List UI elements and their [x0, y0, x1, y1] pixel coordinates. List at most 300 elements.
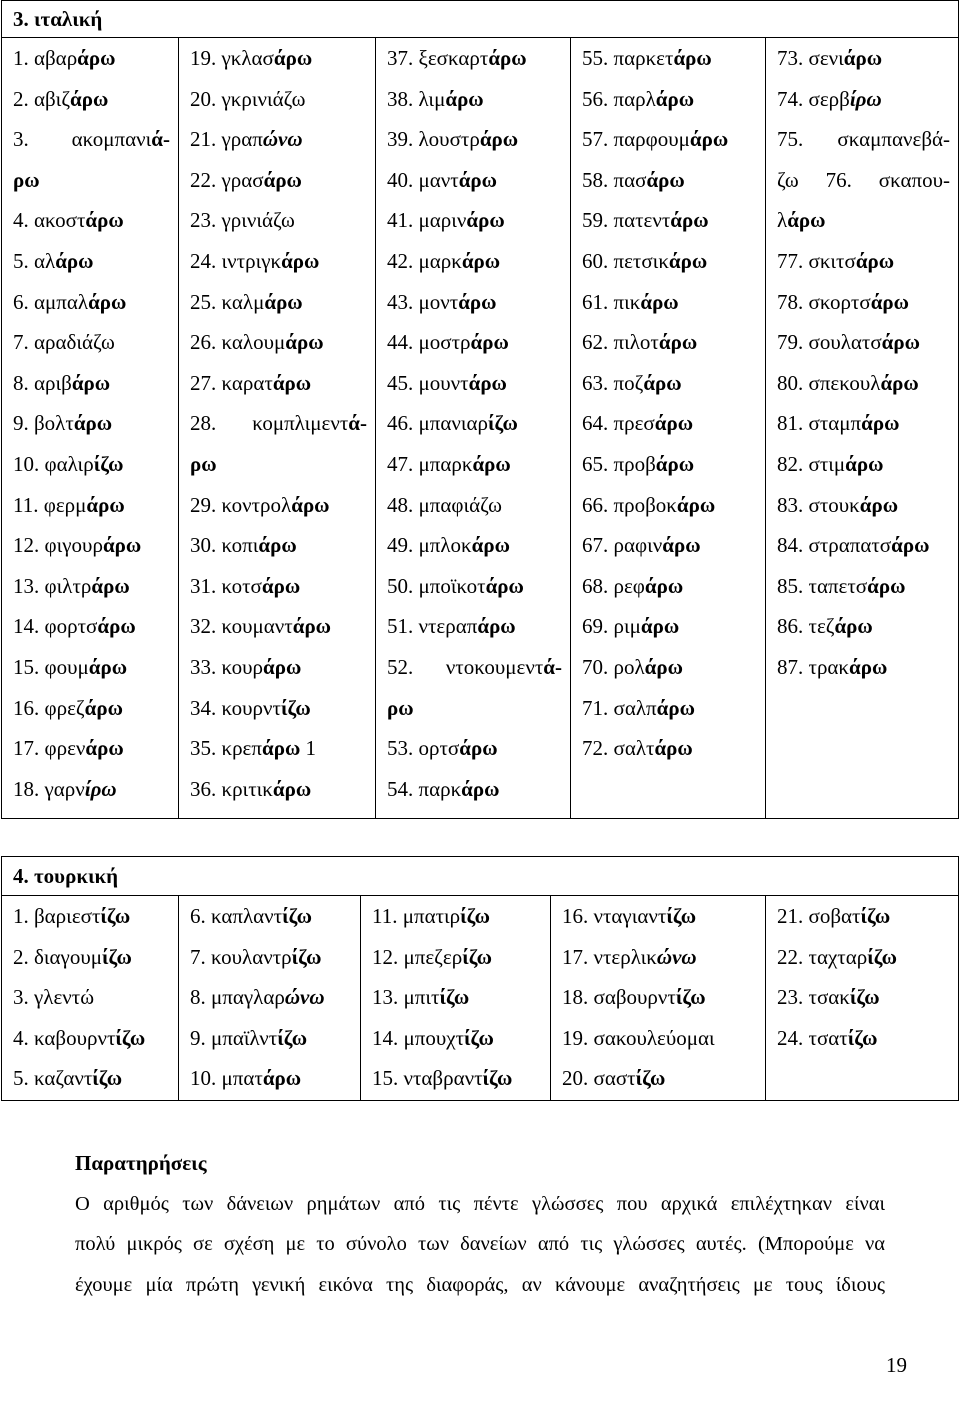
verb-entry [2, 896, 178, 937]
verb-entry [571, 38, 765, 79]
verb-suffix: άρω [880, 370, 919, 395]
verb-entry [179, 566, 375, 607]
verb-entry [766, 485, 958, 526]
verb-entry [179, 769, 375, 810]
verb-entry [766, 200, 958, 241]
table-column [551, 896, 766, 1100]
verb-suffix: ίζω [482, 1066, 513, 1091]
paragraph-line: έχουμε μία πρώτη γενική εικόνα της διαφοράς, αν κάνουμε αναζητήσεις με τους ίδιους [75, 1273, 885, 1296]
verb-suffix: άρω [272, 370, 312, 395]
verb-entry [571, 728, 765, 769]
verb-suffix: άρω [640, 614, 680, 639]
verb-suffix: ρω [13, 167, 40, 192]
table-column [376, 38, 571, 818]
verb-text: ζω 76. σκαπου- [777, 167, 950, 192]
verb-text: λ [777, 208, 788, 233]
verb-text: 81. σταμπ [777, 411, 862, 436]
verb-text: 51. ντεραπ [387, 614, 478, 639]
verb-suffix: άρω [272, 776, 312, 801]
verb-suffix: άρω [258, 533, 297, 558]
verb-entry [571, 606, 765, 647]
verb-suffix: άρω [834, 614, 873, 639]
verb-suffix: ίζω [867, 944, 898, 969]
verb-suffix: ίζω [93, 451, 124, 476]
verb-suffix: άρω [870, 289, 909, 314]
verb-text: 26. καλουμ [190, 330, 286, 355]
verb-suffix: ά- [348, 411, 367, 436]
table-column [571, 38, 766, 818]
verb-text: 41. μαριν [387, 208, 467, 233]
verb-suffix: άρω [689, 127, 729, 152]
verb-entry [766, 977, 958, 1018]
verb-entry [376, 282, 570, 323]
verb-suffix: άρω [70, 86, 109, 111]
verb-suffix: ίζω [462, 944, 493, 969]
verb-entry [551, 896, 765, 937]
verb-suffix: άρω [97, 614, 136, 639]
verb-suffix: άρω [855, 248, 895, 273]
verb-suffix: άρω [261, 573, 301, 598]
verb-entry [571, 160, 765, 201]
verb-suffix: άρω [85, 736, 124, 761]
verb-entry [2, 525, 178, 566]
verb-text: 24. ιντριγκ [190, 248, 282, 273]
verb-suffix: ώνω [262, 127, 303, 152]
verb-text: 52. ντοκουμεντ [387, 654, 544, 679]
verb-entry [361, 1058, 550, 1099]
verb-text: 38. λιμ [387, 86, 446, 111]
verb-entry [766, 241, 958, 282]
verb-suffix: άρω [91, 573, 130, 598]
verb-suffix: άρω [458, 167, 498, 192]
verb-suffix: ίζω [847, 1025, 878, 1050]
verb-suffix: άρω [86, 492, 125, 517]
table-body [2, 896, 958, 1100]
verb-suffix: άρω [55, 248, 94, 273]
verb-suffix: άρω [273, 46, 313, 70]
verb-entry [361, 1018, 550, 1059]
verb-suffix: άρω [861, 411, 900, 436]
verb-entry [2, 363, 178, 404]
table-column [766, 38, 958, 818]
verb-entry [571, 485, 765, 526]
verb-entry [766, 937, 958, 978]
verb-text: 3. γλεντώ [13, 985, 95, 1010]
verb-text: 7. αραδιάζω [13, 330, 115, 355]
verb-text: 14. φορτσ [13, 614, 98, 639]
verb-suffix: άρω [654, 736, 693, 761]
verb-suffix: άρω [77, 46, 116, 70]
verb-text: 69. ριμ [582, 614, 641, 639]
verb-suffix: άρω [263, 167, 302, 192]
verb-entry [179, 444, 375, 485]
verb-suffix: ίρω [84, 776, 117, 801]
verb-suffix: ώνω [284, 985, 325, 1010]
verb-text: 1. βαριεστ [13, 904, 101, 928]
table-column [179, 896, 361, 1100]
verb-suffix: ίζω [460, 904, 490, 928]
verb-text: 17. ντερλικ [562, 944, 657, 969]
verb-text: 78. σκορτσ [777, 289, 871, 314]
verb-entry [376, 728, 570, 769]
verb-suffix: άρω [488, 46, 527, 70]
verb-text: 43. μοντ [387, 289, 459, 314]
verb-entry [571, 403, 765, 444]
verb-text: 5. αλ [13, 248, 56, 273]
verb-text: 73. σενι [777, 46, 844, 70]
verb-suffix: ίζω [488, 411, 518, 436]
verb-text: 9. μπαϊλντ [190, 1025, 278, 1050]
verb-entry [376, 241, 570, 282]
verb-text: 10. μπατ [190, 1066, 263, 1091]
verb-entry [2, 1058, 178, 1099]
verb-text: 6. αμπαλ [13, 289, 89, 314]
verb-text: 2. διαγουμ [13, 944, 102, 969]
verb-suffix: άρω [461, 776, 500, 801]
verb-text: 4. ακοστ [13, 208, 86, 233]
verb-text: 4. καβουρντ [13, 1025, 116, 1050]
verb-suffix: άρω [477, 614, 516, 639]
verb-text: 35. κρεπ [190, 736, 262, 761]
verb-suffix: ίζω [277, 1025, 308, 1050]
verb-suffix: άρω [658, 330, 698, 355]
verb-suffix: άρω [881, 330, 920, 355]
verb-suffix: άρω [285, 330, 324, 355]
verb-suffix: άρω [88, 654, 128, 679]
verb-text: 74. σερβ [777, 86, 850, 111]
verb-entry [376, 403, 570, 444]
verb-entry [179, 525, 375, 566]
verb-entry [571, 79, 765, 120]
verb-entry [179, 160, 375, 201]
verb-entry [2, 937, 178, 978]
verb-entry [571, 566, 765, 607]
verb-entry [2, 1018, 178, 1059]
verb-suffix: άρω [84, 695, 123, 720]
verb-text: 14. μπουχτ [372, 1025, 465, 1050]
verb-text: 6. καπλαντ [190, 904, 283, 928]
verb-text: 3. ακομπανι [13, 127, 152, 152]
verb-text: 15. φουμ [13, 654, 89, 679]
verb-suffix: άρω [640, 289, 679, 314]
verb-entry [2, 485, 178, 526]
verb-suffix: άρω [787, 208, 826, 233]
verb-suffix: άρω [662, 533, 701, 558]
verb-entry [2, 38, 178, 79]
verb-entry [179, 485, 375, 526]
verb-entry [766, 119, 958, 160]
verb-suffix: άρω [102, 533, 142, 558]
verb-text: 34. κουρντ [190, 695, 281, 720]
observations-heading: Παρατηρήσεις [75, 1151, 207, 1175]
verb-entry [179, 322, 375, 363]
verb-entry [179, 79, 375, 120]
verb-entry [571, 444, 765, 485]
verb-text: 15. νταβραντ [372, 1066, 483, 1091]
verb-suffix: ίρω [849, 86, 882, 111]
verb-text: 17. φρεν [13, 736, 86, 761]
verb-text: 86. τεζ [777, 614, 835, 639]
verb-suffix: άρω [654, 411, 694, 436]
verb-suffix: άρω [655, 86, 695, 111]
verb-entry [766, 160, 958, 201]
verb-suffix: άρω [643, 370, 682, 395]
verb-entry [376, 322, 570, 363]
verb-text: 44. μοστρ [387, 330, 471, 355]
verb-entry [2, 241, 178, 282]
verb-entry [766, 606, 958, 647]
verb-text: 56. παρλ [582, 86, 656, 111]
verb-text: 71. σαλπ [582, 695, 657, 720]
verb-entry [551, 977, 765, 1018]
verb-text: 16. φρεζ [13, 695, 85, 720]
verb-text: 5. καζαντ [13, 1066, 93, 1091]
verb-entry [376, 566, 570, 607]
verb-entry [2, 566, 178, 607]
verb-text: 33. κουρ [190, 654, 263, 679]
verb-suffix: άρω [668, 248, 708, 273]
observations-section [75, 1143, 885, 1305]
verb-suffix: άρω [263, 654, 302, 679]
verb-suffix: ίζω [439, 985, 470, 1010]
verb-suffix: άρω [71, 370, 111, 395]
verb-text: 64. πρεσ [582, 411, 655, 436]
verb-text: 50. μποϊκοτ [387, 573, 486, 598]
verb-suffix: άρω [470, 330, 509, 355]
verb-text: 46. μπανιαρ [387, 411, 488, 436]
verb-suffix: άρω [85, 208, 124, 233]
verb-entry [179, 606, 375, 647]
italian-loan-verbs-table [1, 0, 959, 819]
verb-text: 72. σαλτ [582, 736, 655, 761]
verb-entry [2, 606, 178, 647]
verb-text: 84. στραπατσ [777, 533, 892, 558]
turkish-loan-verbs-table [1, 856, 959, 1101]
paragraph-line: Ο αριθμός των δάνειων ρημάτων από τις πέντε γλώσσες που αρχικά επιλέχτηκαν είναι [75, 1192, 885, 1215]
verb-entry [2, 119, 178, 160]
verb-text: 67. ραφιν [582, 533, 663, 558]
table-body [2, 38, 958, 818]
verb-suffix: ίζω [115, 1025, 146, 1050]
verb-entry [2, 977, 178, 1018]
verb-text: 80. σπεκουλ [777, 370, 881, 395]
verb-text: 12. φιγουρ [13, 533, 103, 558]
verb-suffix: ίζω [282, 904, 312, 928]
verb-text: 61. πικ [582, 289, 641, 314]
verb-entry [766, 525, 958, 566]
verb-entry [2, 322, 178, 363]
verb-entry [361, 977, 550, 1018]
paragraph-line: πολύ μικρός σε σχέση με το σύνολο των δανείων από τις γλώσσες αυτές. (Μπορούμε να [75, 1233, 885, 1256]
verb-entry [766, 444, 958, 485]
verb-suffix: άρω [891, 533, 930, 558]
verb-text: 19. γκλασ [190, 46, 274, 70]
verb-entry [2, 403, 178, 444]
verb-suffix: άρω [445, 86, 484, 111]
verb-text: 36. κριτικ [190, 776, 273, 801]
verb-entry [376, 769, 570, 810]
verb-suffix: ίζω [675, 985, 706, 1010]
verb-text: 24. τσατ [777, 1025, 848, 1050]
verb-text: 7. κουλαντρ [190, 944, 292, 969]
verb-entry [376, 160, 570, 201]
verb-text: 59. πατεντ [582, 208, 671, 233]
verb-entry [2, 688, 178, 729]
table-column [2, 896, 179, 1100]
verb-entry [179, 728, 375, 769]
verb-text: 48. μπαφιάζω [387, 492, 502, 517]
verb-text: 83. στουκ [777, 492, 860, 517]
verb-entry [376, 688, 570, 729]
verb-entry [766, 647, 958, 688]
verb-entry [376, 200, 570, 241]
verb-suffix: άρω [471, 533, 510, 558]
verb-text: 42. μαρκ [387, 248, 462, 273]
verb-suffix: άρω [459, 736, 498, 761]
verb-text: 1. αβαρ [13, 46, 78, 70]
verb-suffix: ίζω [100, 904, 131, 928]
verb-text: 23. γρινιάζω [190, 208, 295, 233]
verb-suffix: ά- [543, 654, 562, 679]
verb-text: 58. πασ [582, 167, 647, 192]
verb-entry [766, 566, 958, 607]
verb-text: 39. λουστρ [387, 127, 480, 152]
verb-text: 10. φαλιρ [13, 451, 94, 476]
verb-suffix: ίζω [291, 944, 322, 969]
verb-suffix: άρω [261, 736, 301, 761]
verb-suffix: άρω [88, 289, 127, 314]
verb-text: 66. προβοκ [582, 492, 677, 517]
verb-text: 40. μαντ [387, 167, 459, 192]
verb-suffix: άρω [472, 451, 511, 476]
verb-entry [179, 647, 375, 688]
table-column [179, 38, 376, 818]
verb-text: 77. σκιτσ [777, 248, 856, 273]
verb-suffix: ώνω [656, 944, 697, 969]
verb-text: 75. σκαμπανεβά- [777, 127, 950, 152]
verb-text: 8. αριβ [13, 370, 72, 395]
verb-suffix: ίζω [101, 944, 132, 969]
verb-entry [766, 363, 958, 404]
verb-suffix: άρω [292, 614, 332, 639]
page-number: 19 [886, 1353, 907, 1377]
verb-entry [376, 525, 570, 566]
verb-suffix: άρω [845, 451, 884, 476]
verb-entry [551, 1058, 765, 1099]
verb-text: 31. κοτσ [190, 573, 262, 598]
verb-text: 13. φιλτρ [13, 573, 92, 598]
table-title: 4. τουρκική [2, 857, 958, 896]
verb-entry [551, 937, 765, 978]
verb-entry [766, 403, 958, 444]
verb-entry [766, 282, 958, 323]
verb-text: 9. βολτ [13, 411, 74, 436]
verb-entry [551, 1018, 765, 1059]
verb-entry [571, 363, 765, 404]
verb-text: 16. νταγιαντ [562, 904, 667, 928]
verb-suffix: άρω [843, 46, 883, 70]
verb-entry [376, 119, 570, 160]
verb-entry [2, 200, 178, 241]
verb-entry [571, 200, 765, 241]
verb-text: 2. αβιζ [13, 86, 71, 111]
verb-entry [376, 363, 570, 404]
verb-text: 25. καλμ [190, 289, 265, 314]
verb-text: 87. τρακ [777, 654, 850, 679]
verb-entry [2, 282, 178, 323]
verb-text: 45. μουντ [387, 370, 469, 395]
verb-suffix: άρω [646, 167, 685, 192]
verb-text: 20. γκρινιάζω [190, 86, 306, 111]
verb-entry [571, 322, 765, 363]
verb-text: 23. τσακ [777, 985, 850, 1010]
verb-entry [179, 977, 360, 1018]
verb-text: 32. κουμαντ [190, 614, 293, 639]
verb-entry [2, 728, 178, 769]
verb-entry [376, 79, 570, 120]
verb-suffix: άρω [676, 492, 716, 517]
verb-suffix: άρω [264, 289, 303, 314]
verb-suffix: άρω [655, 451, 695, 476]
verb-suffix: άρω [73, 411, 113, 436]
verb-entry [2, 79, 178, 120]
verb-entry [2, 647, 178, 688]
verb-text: 28. κομπλιμεντ [190, 411, 349, 436]
verb-entry [179, 282, 375, 323]
verb-text: 18. σαβουρντ [562, 985, 676, 1010]
verb-text: 27. καρατ [190, 370, 273, 395]
verb-entry [766, 79, 958, 120]
verb-text: 63. ποζ [582, 370, 644, 395]
verb-suffix: ά- [151, 127, 170, 152]
verb-text: 60. πετσικ [582, 248, 669, 273]
verb-suffix: ρω [190, 451, 217, 476]
verb-suffix: άρω [859, 492, 899, 517]
verb-suffix: ίζω [92, 1066, 123, 1091]
verb-text: 18. γαρν [13, 776, 85, 801]
verb-suffix: άρω [466, 208, 505, 233]
verb-entry [571, 119, 765, 160]
verb-entry [2, 769, 178, 810]
verb-suffix: ρω [387, 695, 414, 720]
verb-suffix: άρω [849, 654, 888, 679]
verb-entry [571, 688, 765, 729]
verb-suffix: άρω [644, 573, 684, 598]
verb-entry [179, 38, 375, 79]
verb-entry [179, 241, 375, 282]
verb-entry [179, 937, 360, 978]
verb-text: 53. ορτσ [387, 736, 460, 761]
verb-entry [766, 896, 958, 937]
verb-suffix: άρω [673, 46, 712, 70]
verb-suffix: άρω [485, 573, 524, 598]
verb-text: 49. μπλοκ [387, 533, 472, 558]
verb-text: 21. γραπ [190, 127, 263, 152]
verb-text: 19. σακουλεύομαι [562, 1025, 715, 1050]
verb-entry [571, 647, 765, 688]
verb-suffix: ίζω [860, 904, 891, 928]
verb-suffix: άρω [644, 654, 683, 679]
verb-text: 57. παρφουμ [582, 127, 690, 152]
verb-suffix: άρω [262, 1066, 302, 1091]
verb-text: 22. γρασ [190, 167, 264, 192]
verb-entry [571, 241, 765, 282]
verb-suffix: ίζω [464, 1025, 494, 1050]
verb-suffix: άρω [461, 248, 501, 273]
verb-entry [2, 444, 178, 485]
verb-entry [571, 282, 765, 323]
verb-entry [376, 485, 570, 526]
